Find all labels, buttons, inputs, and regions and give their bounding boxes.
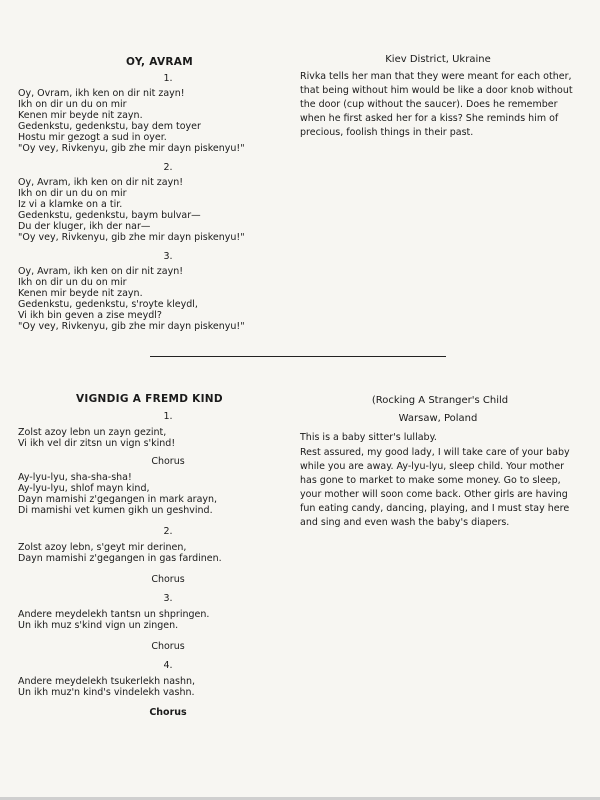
lyric-line: Andere meydelekh tantsn un shpringen. <box>18 609 210 620</box>
song2-description: Rest assured, my good lady, I will take care of your baby while you are away. Ay-lyu-lyu, sleep child. Your mother has gone to market to make some money. Go to sleep, your mother will soon come back. Other girls are having fun eating candy, dancing, playing, and I must stay here and sing and even wash the baby's diapers. <box>300 447 570 528</box>
lyric-line: Dayn mamishi z'gegangen in mark arayn, <box>18 494 218 505</box>
lyric-line: Di mamishi vet kumen gikh un geshvind. <box>18 505 213 516</box>
lyric-line: Vi ikh bin geven a zise meydl? <box>18 310 162 321</box>
song2-intro: This is a baby sitter's lullaby. <box>300 432 437 443</box>
song1-verse-1 <box>18 73 318 154</box>
lyric-line: Oy, Ovram, ikh ken on dir nit zayn! <box>18 88 185 99</box>
lyric-line: Gedenkstu, gedenkstu, bay dem toyer <box>18 121 201 132</box>
verse-number: 3. <box>163 251 173 262</box>
lyric-line: Gedenkstu, gedenkstu, baym bulvar— <box>18 210 201 221</box>
section-divider <box>150 356 446 357</box>
chorus-label: Chorus <box>151 641 185 652</box>
lyric-line: Dayn mamishi z'gegangen in gas fardinen. <box>18 553 222 564</box>
lyric-line: Hostu mir gezogt a sud in oyer. <box>18 132 167 143</box>
verse-number: 1. <box>163 73 173 84</box>
song1-verse-3 <box>18 251 318 332</box>
lyric-line: Vi ikh vel dir zitsn un vign s'kind! <box>18 438 176 449</box>
chorus-label: Chorus <box>151 574 185 585</box>
song1-title: OY, AVRAM <box>126 56 193 68</box>
song2-lyrics <box>18 410 318 720</box>
song2-origin: Warsaw, Poland <box>398 413 478 424</box>
lyric-line: Du der kluger, ikh der nar— <box>18 221 151 232</box>
lyric-line: "Oy vey, Rivkenyu, gib zhe mir dayn piskenyu!" <box>18 143 245 154</box>
lyric-line: Un ikh muz s'kind vign un zingen. <box>18 620 179 631</box>
lyric-line: Un ikh muz'n kind's vindelekh vashn. <box>18 687 195 698</box>
lyric-line: Zolst azoy lebn un zayn gezint, <box>18 427 167 438</box>
lyric-line: Oy, Avram, ikh ken on dir nit zayn! <box>18 266 184 277</box>
lyric-line: Iz vi a klamke on a tir. <box>18 199 123 210</box>
lyric-line: Ikh on dir un du on mir <box>18 99 127 110</box>
lyric-line: Zolst azoy lebn, s'geyt mir derinen, <box>18 542 187 553</box>
song1-description: Rivka tells her man that they were meant for each other, that being without him would be like a door knob without the door (cup without the saucer). Does he remember when he first asked her for a kiss? She reminds him of precious, foolish things in their past. <box>300 71 573 138</box>
verse-number: 1. <box>163 411 173 422</box>
lyric-line: Andere meydelekh tsukerlekh nashn, <box>18 676 196 687</box>
lyric-line: "Oy vey, Rivkenyu, gib zhe mir dayn piskenyu!" <box>18 321 245 332</box>
song2-title: VIGNDIG A FREMD KIND <box>76 393 223 405</box>
song1-verse-2 <box>18 162 318 243</box>
lyric-line: Kenen mir beyde nit zayn. <box>18 288 143 299</box>
verse-number: 3. <box>163 593 173 604</box>
lyric-line: Ikh on dir un du on mir <box>18 188 127 199</box>
verse-number: 4. <box>163 660 173 671</box>
lyric-line: "Oy vey, Rivkenyu, gib zhe mir dayn piskenyu!" <box>18 232 245 243</box>
chorus-label: Chorus <box>151 456 185 467</box>
lyric-line: Oy, Avram, ikh ken on dir nit zayn! <box>18 177 184 188</box>
chorus-label: Chorus <box>149 707 187 718</box>
verse-number: 2. <box>163 526 173 537</box>
lyric-line: Ay-lyu-lyu, sha-sha-sha! <box>18 472 132 483</box>
song1-origin: Kiev District, Ukraine <box>385 54 491 65</box>
lyric-line: Ikh on dir un du on mir <box>18 277 127 288</box>
lyric-line: Ay-lyu-lyu, shlof mayn kind, <box>18 483 150 494</box>
lyric-line: Kenen mir beyde nit zayn. <box>18 110 143 121</box>
lyric-line: Gedenkstu, gedenkstu, s'royte kleydl, <box>18 299 198 310</box>
verse-number: 2. <box>163 162 173 173</box>
song2-translation-title: (Rocking A Stranger's Child <box>371 395 509 406</box>
